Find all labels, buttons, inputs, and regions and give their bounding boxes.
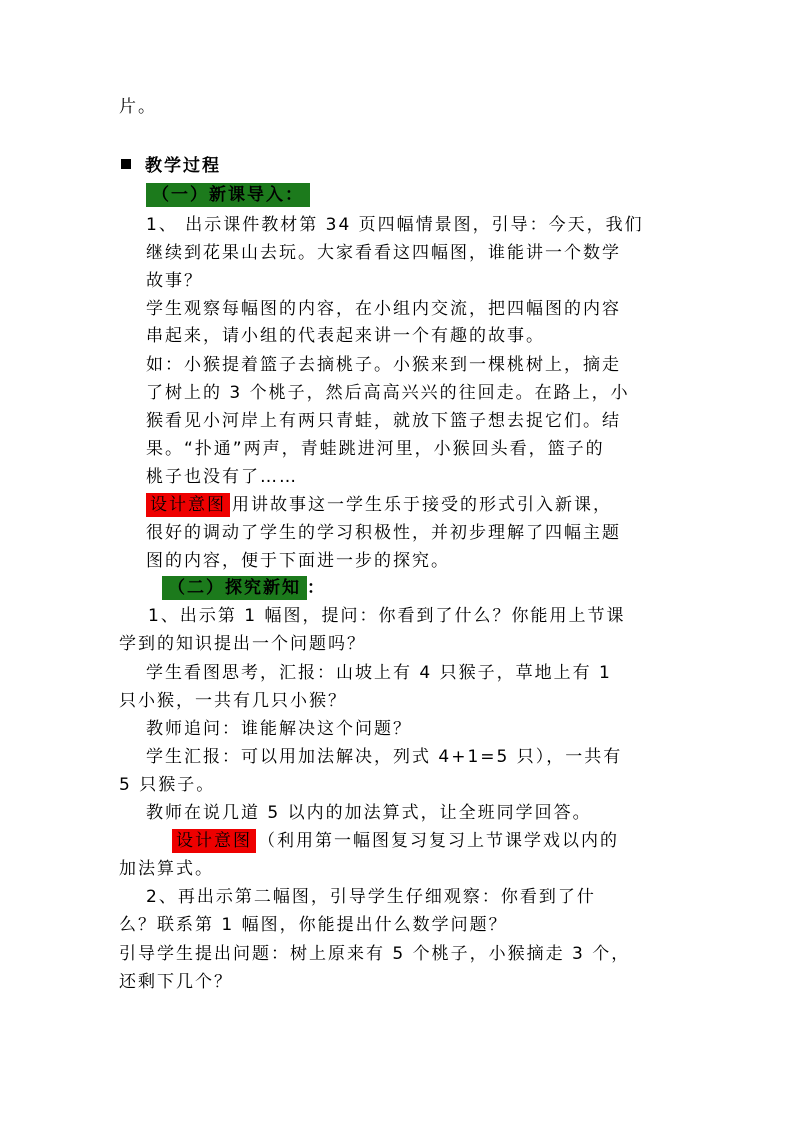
subheading-2 — [162, 576, 326, 600]
text-line: 串起来，请小组的代表起来讲一个有趣的故事。 — [146, 326, 545, 346]
design-intent-text: 用讲故事这一学生乐于接受的形式引入新课， — [232, 495, 612, 515]
section-title: 教学过程 — [145, 156, 221, 176]
design-intent-text: （利用第一幅图复习复习上节课学戏以内的 — [258, 831, 619, 851]
text-line: 学生观察每幅图的内容，在小组内交流，把四幅图的内容 — [146, 299, 621, 319]
text-line: 还剩下几个？ — [119, 972, 233, 992]
text-line: 教师追问：谁能解决这个问题？ — [146, 719, 412, 739]
text-line: 加法算式。 — [119, 859, 214, 879]
text-line: 果。“扑通”两声，青蛙跳进河里，小猴回头看，篮子的 — [146, 439, 605, 459]
text-line: 1、 出示课件教材第 34 页四幅情景图，引导：今天，我们 — [146, 215, 644, 235]
text-line: 如：小猴提着篮子去摘桃子。小猴来到一棵桃树上，摘走 — [146, 355, 621, 375]
square-bullet-icon — [121, 159, 131, 169]
subheading-1 — [146, 183, 310, 207]
text-line: 2、再出示第二幅图，引导学生仔细观察：你看到了什 — [146, 887, 596, 907]
text-line: 故事？ — [146, 271, 203, 291]
text-line: 1、出示第 1 幅图，提问：你看到了什么？你能用上节课 — [148, 606, 626, 626]
text-line: 么？联系第 1 幅图，你能提出什么数学问题？ — [119, 915, 508, 935]
text-line: 学到的知识提出一个问题吗？ — [119, 634, 366, 654]
design-intent-label: 设计意图 — [146, 493, 230, 517]
highlight-green: （一）新课导入： — [146, 183, 310, 207]
text-line: 继续到花果山去玩。大家看看这四幅图，谁能讲一个数学 — [146, 243, 621, 263]
highlight-green: （二）探究新知 — [162, 576, 307, 600]
text-line: 只小猴，一共有几只小猴？ — [119, 691, 347, 711]
text-line: 了树上的 3 个桃子，然后高高兴兴的往回走。在路上，小 — [146, 383, 630, 403]
colon: ： — [307, 578, 326, 598]
text-line: 桃子也没有了…… — [146, 467, 298, 487]
text-line: 片。 — [119, 97, 157, 117]
text-line: 图的内容，便于下面进一步的探究。 — [146, 551, 450, 571]
text-line: 很好的调动了学生的学习积极性，并初步理解了四幅主题 — [146, 523, 621, 543]
section-heading — [121, 154, 221, 178]
text-line: 教师在说几道 5 以内的加法算式，让全班同学回答。 — [146, 803, 592, 823]
design-intent-label: 设计意图 — [172, 829, 256, 853]
design-intent-line-1 — [146, 493, 612, 517]
text-line: 猴看见小河岸上有两只青蛙，就放下篮子想去捉它们。结 — [146, 411, 621, 431]
design-intent-line-2 — [172, 829, 619, 853]
text-line: 5 只猴子。 — [119, 775, 216, 795]
text-line: 引导学生提出问题：树上原来有 5 个桃子，小猴摘走 3 个， — [119, 944, 631, 964]
text-line: 学生汇报：可以用加法解决，列式 4+1=5 只），一共有 — [146, 747, 623, 767]
text-line: 学生看图思考，汇报：山坡上有 4 只猴子，草地上有 1 — [146, 663, 612, 683]
